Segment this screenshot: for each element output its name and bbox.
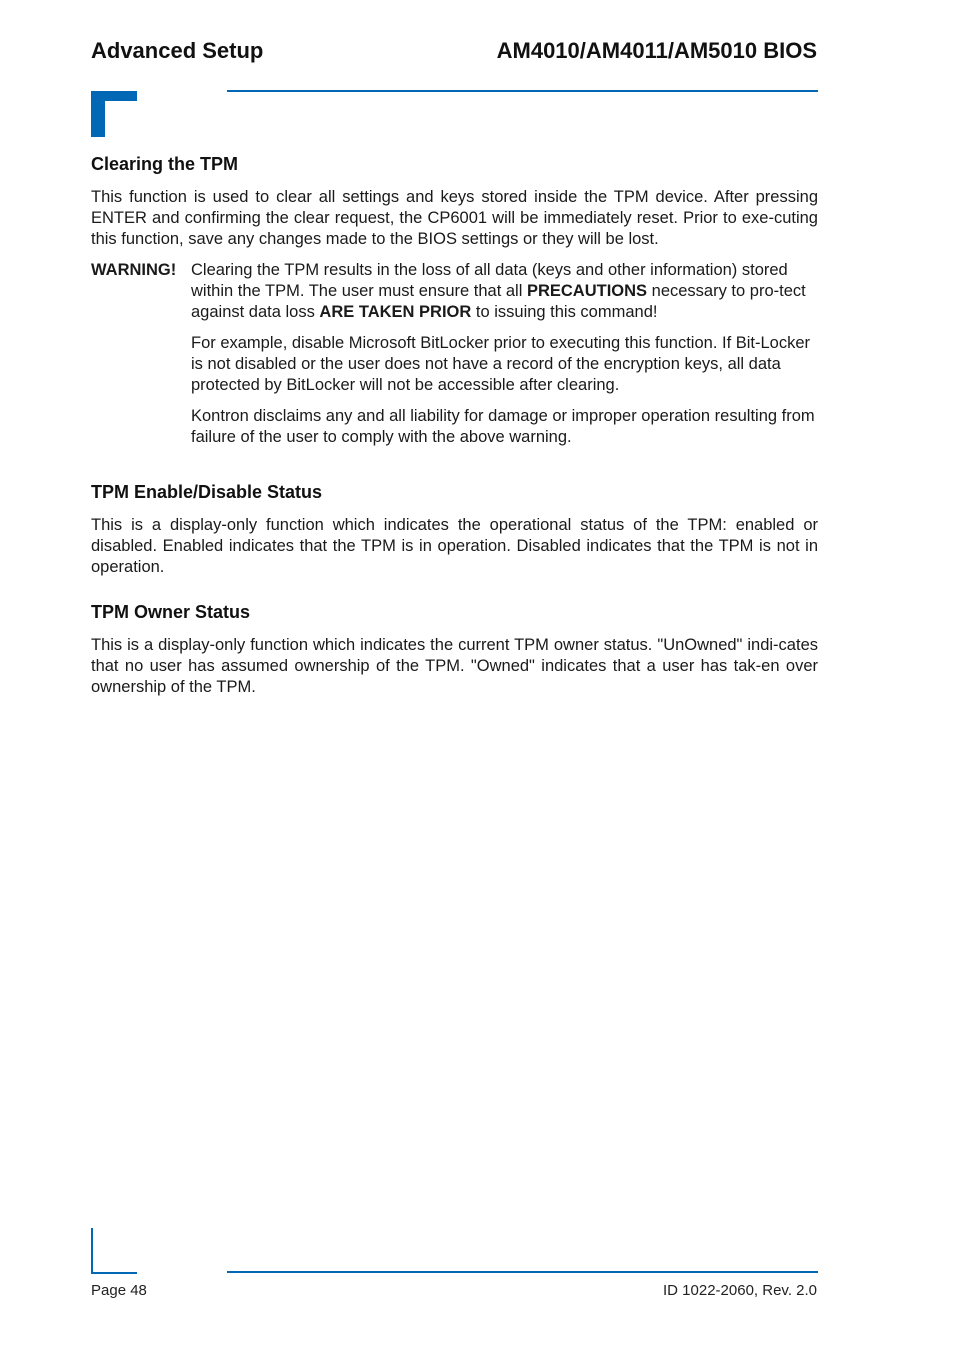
clearing-body: This function is used to clear all settings and keys stored inside the TPM device. After pressing ENTER and confirming the clear request, the CP6001 will be immediately reset. Prior to exe-cuting this function, save any changes made to the BIOS settings or they will be lost. — [91, 188, 818, 248]
corner-mark-icon — [91, 91, 137, 137]
warning-label: WARNING! — [91, 261, 177, 279]
warning-block — [91, 260, 818, 458]
heading-clearing-tpm: Clearing the TPM — [91, 154, 239, 174]
document-title: AM4010/AM4011/AM5010 BIOS — [496, 38, 817, 63]
page-content — [91, 150, 818, 718]
warning-paragraph-1: Clearing the TPM results in the loss of all data (keys and other information) stored within the TPM. The user must ensure that all PRECAUTIONS necessary to pro-tect against data loss ARE TAKEN PRIOR to issuing this command! — [191, 261, 806, 321]
section-owner-status — [91, 598, 818, 698]
warning-paragraph-3: Kontron disclaims any and all liability for damage or improper operation resulting from failure of the user to comply with the above warning. — [191, 407, 815, 446]
enable-status-body: This is a display-only function which indicates the operational status of the TPM: enabled or disabled. Enabled indicates that the TPM is in operation. Disabled indicates that the TPM is not in operation. — [91, 516, 818, 576]
footer-rule — [227, 1271, 818, 1273]
document-id: ID 1022-2060, Rev. 2.0 — [663, 1282, 817, 1299]
section-title: Advanced Setup — [91, 38, 264, 63]
heading-enable-status: TPM Enable/Disable Status — [91, 482, 323, 502]
section-clearing-tpm — [91, 150, 818, 458]
owner-status-body: This is a display-only function which indicates the current TPM owner status. "UnOwned" indi-cates that no user has assumed ownership of the TPM. "Owned" indicates that a user has tak-en over ownership of the TPM. — [91, 636, 818, 696]
section-enable-status — [91, 478, 818, 578]
warning-paragraph-2: For example, disable Microsoft BitLocker prior to executing this function. If Bit-Locker is not disabled or the user does not have a record of the encryption keys, all data protected by BitLocker will not be accessible after clearing. — [191, 334, 811, 394]
warning-body — [191, 260, 818, 458]
footer-corner-mark-icon — [91, 1228, 137, 1274]
heading-owner-status: TPM Owner Status — [91, 602, 251, 622]
page-number: Page 48 — [91, 1282, 147, 1299]
header-rule — [227, 90, 818, 92]
